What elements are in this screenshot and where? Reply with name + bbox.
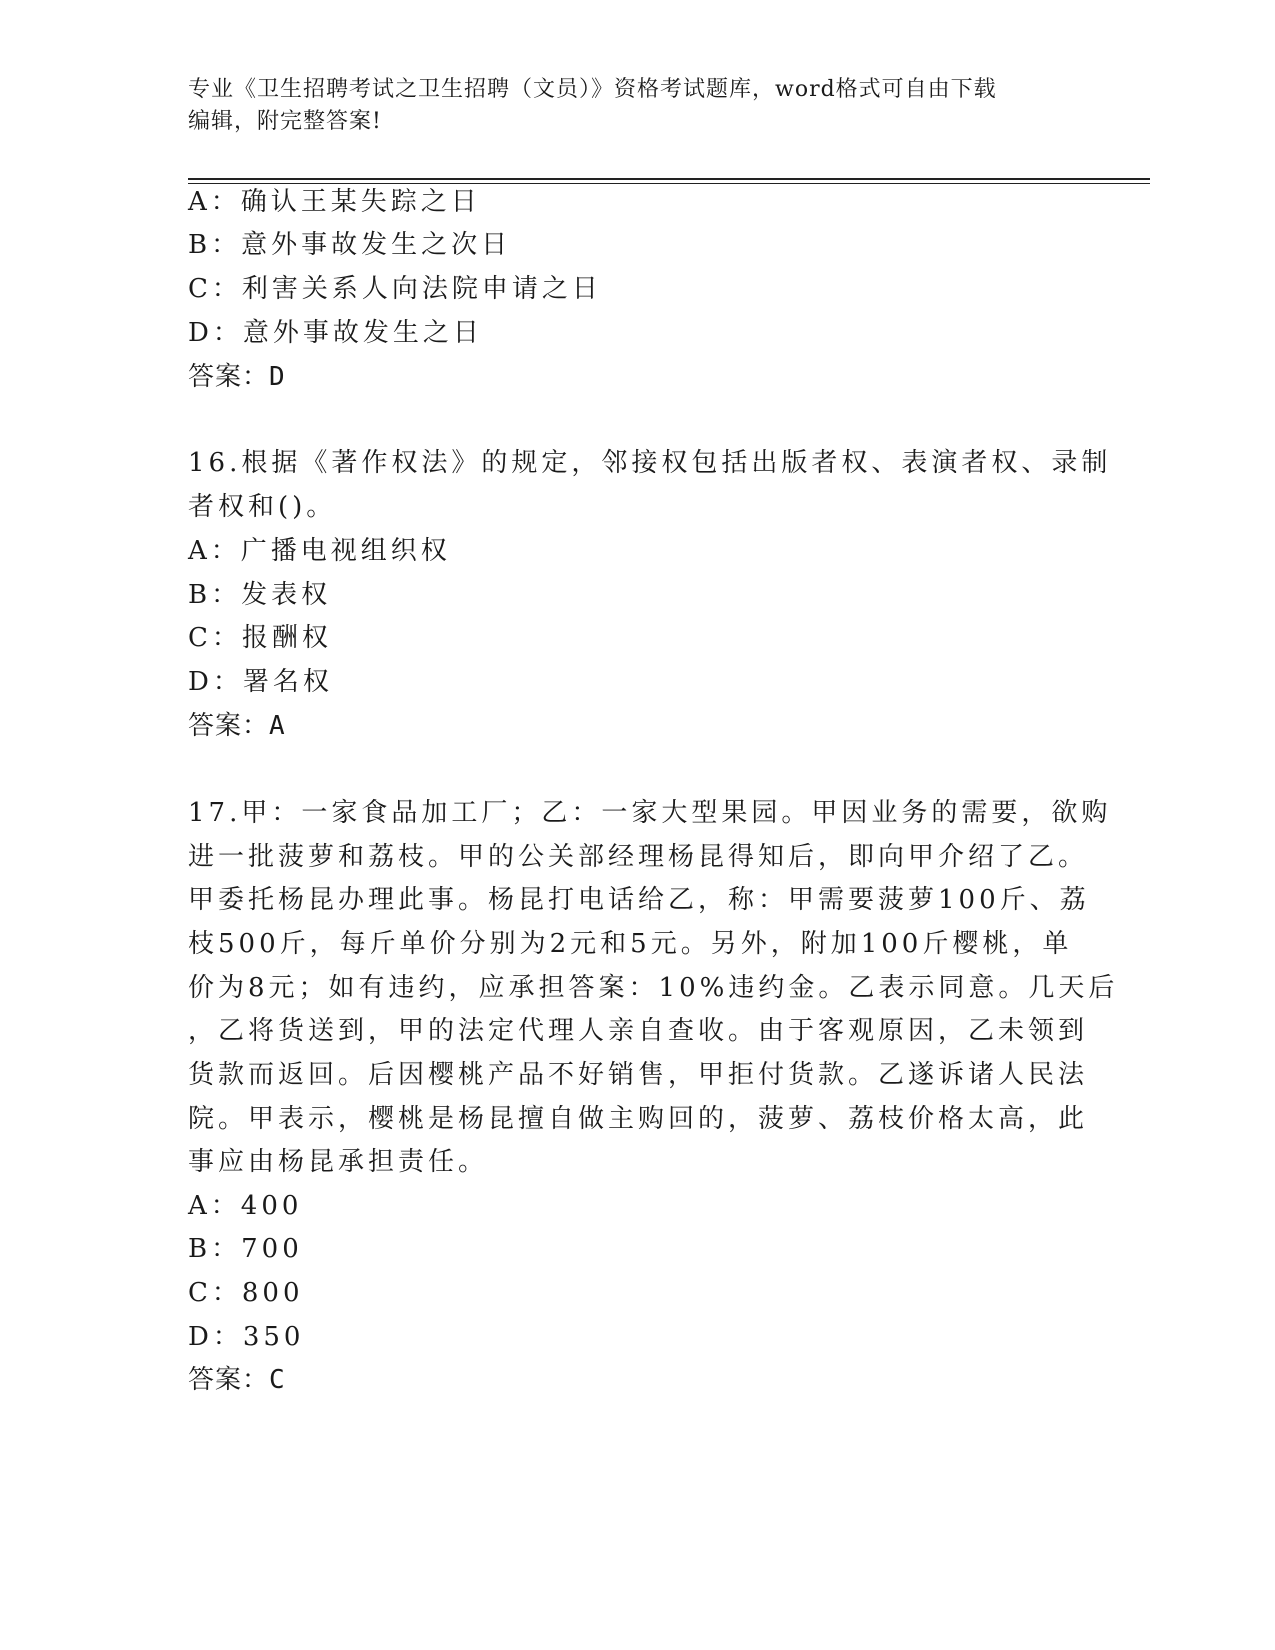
q16-stem-line-1: 16.根据《著作权法》的规定，邻接权包括出版者权、表演者权、录制 xyxy=(188,448,1112,478)
q15-option-b: B：意外事故发生之次日 xyxy=(188,230,512,260)
document-header xyxy=(188,74,1088,138)
q15-option-c: C：利害关系人向法院申请之日 xyxy=(188,274,602,304)
q17-option-d: D：350 xyxy=(188,1322,305,1352)
q17-stem-line-3: 甲委托杨昆办理此事。杨昆打电话给乙，称：甲需要菠萝100斤、荔 xyxy=(188,885,1090,915)
header-divider-thin xyxy=(188,183,1150,184)
q15-answer: 答案：D xyxy=(188,362,286,392)
q17-option-b: B：700 xyxy=(188,1234,303,1264)
q17-stem-line-9: 事应由杨昆承担责任。 xyxy=(188,1147,489,1177)
q17-stem-line-1: 17.甲：一家食品加工厂；乙：一家大型果园。甲因业务的需要，欲购 xyxy=(188,798,1112,828)
q17-stem-line-5: 价为8元；如有违约，应承担答案：10%违约金。乙表示同意。几天后 xyxy=(188,973,1119,1003)
q17-stem-line-2: 进一批菠萝和荔枝。甲的公关部经理杨昆得知后，即向甲介绍了乙。 xyxy=(188,842,1089,872)
header-divider-thick xyxy=(188,178,1150,180)
q16-stem-line-2: 者权和()。 xyxy=(188,492,337,522)
q16-answer: 答案：A xyxy=(188,711,286,741)
q16-option-d: D：署名权 xyxy=(188,667,333,697)
q17-stem-line-8: 院。甲表示，樱桃是杨昆擅自做主购回的，菠萝、荔枝价格太高，此 xyxy=(188,1104,1089,1134)
header-line-2: 编辑，附完整答案! xyxy=(188,109,382,134)
q16-option-c: C：报酬权 xyxy=(188,623,332,653)
header-line-1: 专业《卫生招聘考试之卫生招聘（文员）》资格考试题库，word格式可自由下载 xyxy=(188,77,997,102)
q17-stem-line-7: 货款而返回。后因樱桃产品不好销售，甲拒付货款。乙遂诉诸人民法 xyxy=(188,1060,1089,1090)
q17-answer: 答案：C xyxy=(188,1365,286,1395)
q16-option-b: B：发表权 xyxy=(188,580,332,610)
q17-stem-line-6: ，乙将货送到，甲的法定代理人亲自查收。由于客观原因，乙未领到 xyxy=(188,1016,1089,1046)
q16-option-a: A：广播电视组织权 xyxy=(188,536,451,566)
q17-option-c: C：800 xyxy=(188,1278,304,1308)
q17-option-a: A：400 xyxy=(188,1191,303,1221)
q15-option-a: A：确认王某失踪之日 xyxy=(188,187,481,217)
q17-stem-line-4: 枝500斤，每斤单价分别为2元和5元。另外，附加100斤樱桃，单 xyxy=(188,929,1073,959)
q15-option-d: D：意外事故发生之日 xyxy=(188,318,483,348)
